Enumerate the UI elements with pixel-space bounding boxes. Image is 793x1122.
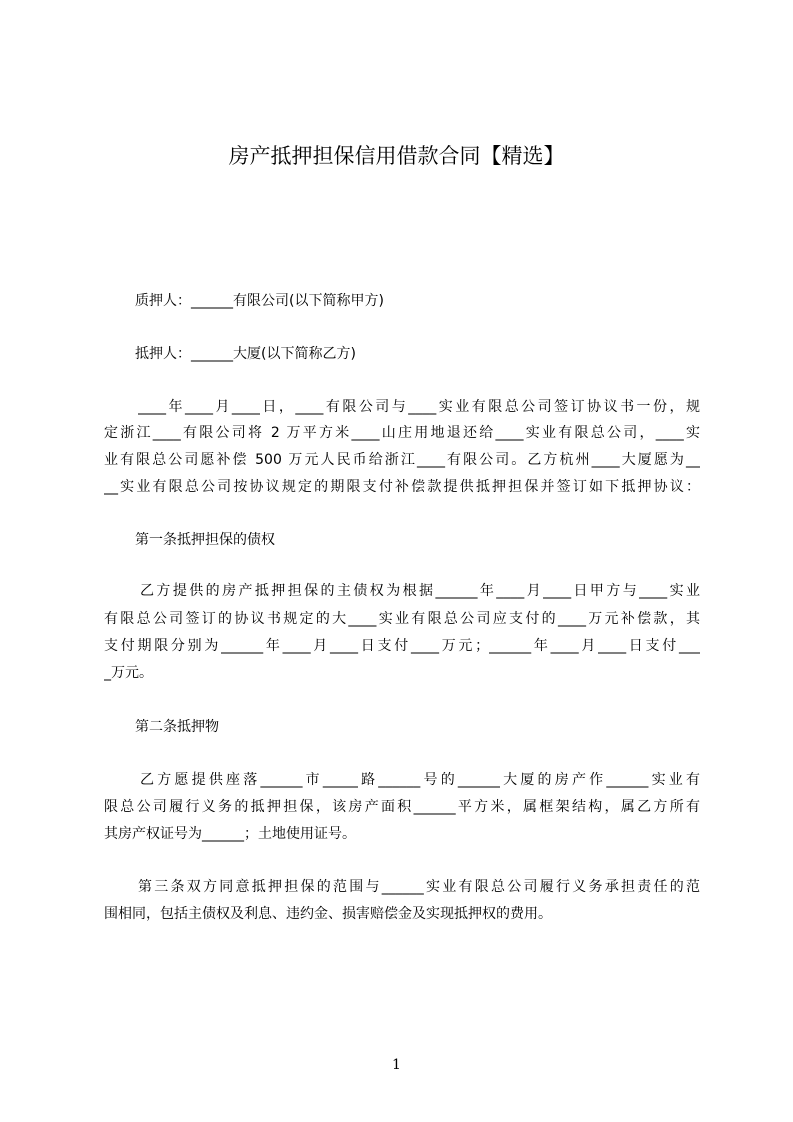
article-2-line: 其房产权证号为______；土地使用证号。 bbox=[104, 826, 356, 842]
article-1-line: 乙方提供的房产抵押担保的主债权为根据______年____月____日甲方与____实业 bbox=[140, 583, 700, 599]
intro-line: ____年____月____日，____有限公司与____实业有限总公司签订协议书一份，规 bbox=[138, 399, 700, 415]
article-2-heading: 第二条抵押物 bbox=[135, 719, 219, 735]
article-1-line: 支付期限分别为______年____月____日支付____万元；______年____月____日支付___ bbox=[104, 638, 700, 654]
article-1-heading: 第一条抵押担保的债权 bbox=[135, 532, 275, 548]
article-1-line: 有限总公司签订的协议书规定的大____实业有限总公司应支付的____万元补偿款，其 bbox=[104, 611, 700, 627]
pledgor-line: 质押人：______有限公司(以下简称甲方) bbox=[135, 293, 384, 309]
article-3-line: 第三条双方同意抵押担保的范围与______实业有限总公司履行义务承担责任的范 bbox=[138, 879, 700, 895]
article-1-line: _万元。 bbox=[104, 665, 153, 681]
intro-line: __实业有限总公司按协议规定的期限支付补偿款提供抵押担保并签订如下抵押协议： bbox=[104, 479, 700, 495]
document-title: 房产抵押担保信用借款合同【精选】 bbox=[228, 144, 565, 168]
article-3-line: 围相同，包括主债权及利息、违约金、损害赔偿金及实现抵押权的费用。 bbox=[104, 906, 552, 922]
intro-line: 定浙江____有限公司将 2 万平方米____山庄用地退还给____实业有限总公司，____实 bbox=[104, 425, 700, 441]
intro-line: 业有限总公司愿补偿 500 万元人民币给浙江____有限公司。乙方杭州____大厦愿为__ bbox=[104, 452, 700, 468]
article-2-line: 乙方愿提供座落______市_____路______号的______大厦的房产作______实业有 bbox=[140, 772, 700, 788]
page-number: 1 bbox=[392, 1057, 401, 1073]
mortgagor-line: 抵押人：______大厦(以下简称乙方) bbox=[135, 346, 356, 362]
article-2-line: 限总公司履行义务的抵押担保，该房产面积______平方米，属框架结构，属乙方所有 bbox=[104, 799, 700, 815]
